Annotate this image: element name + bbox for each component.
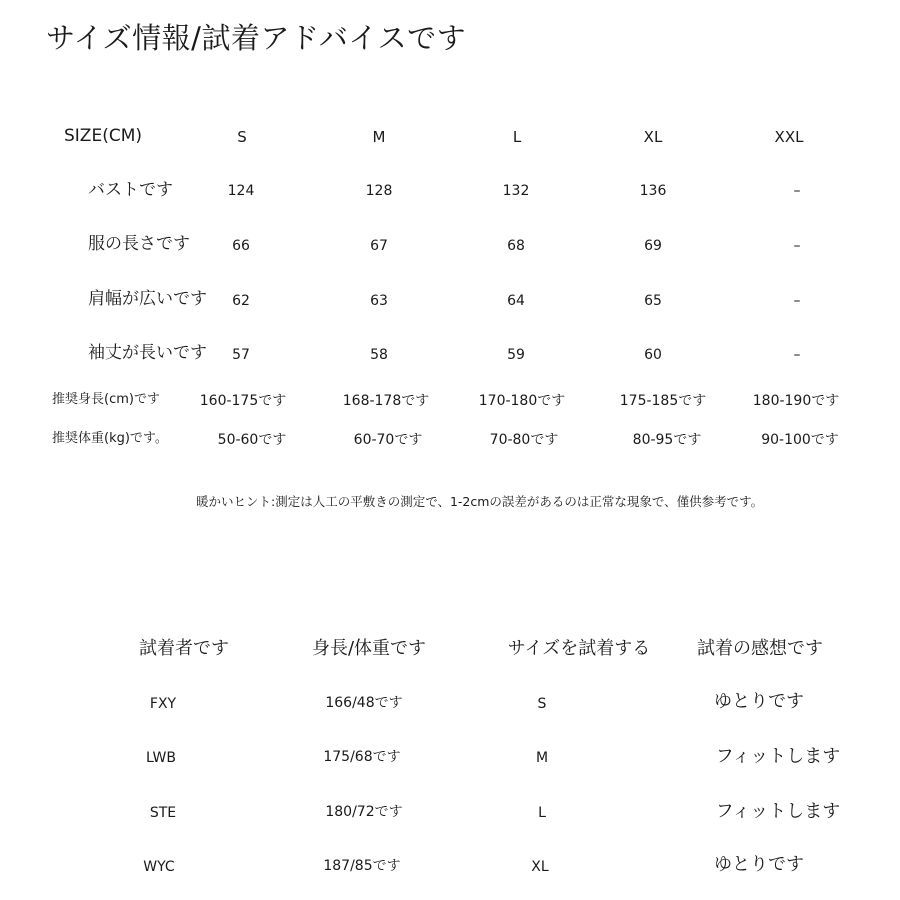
- sleeve-l: 59: [507, 347, 525, 363]
- weight-s: 50-60です: [217, 432, 287, 448]
- tried-size-1: M: [535, 750, 549, 766]
- height-weight-3: 187/85です: [323, 858, 401, 874]
- row-label-length: 服の長さです: [88, 234, 190, 254]
- feel-0: ゆとりです: [714, 691, 804, 712]
- try-header-tester: 試着者です: [139, 638, 229, 659]
- size-corner-label: SIZE(CM): [64, 126, 142, 146]
- length-m: 67: [370, 238, 388, 254]
- height-xl: 175-185です: [619, 393, 707, 409]
- tester-1: LWB: [146, 750, 176, 766]
- bust-m: 128: [365, 183, 393, 199]
- sleeve-xl: 60: [644, 347, 662, 363]
- tried-size-3: XL: [531, 859, 549, 875]
- weight-l: 70-80です: [489, 432, 559, 448]
- length-xl: 69: [644, 238, 662, 254]
- height-s: 160-175です: [199, 393, 287, 409]
- feel-3: ゆとりです: [714, 854, 804, 875]
- weight-m: 60-70です: [353, 432, 423, 448]
- shoulder-xl: 65: [644, 293, 662, 309]
- tester-3: WYC: [143, 859, 175, 875]
- measurement-note: 暖かいヒント:測定は人工の平敷きの測定で、1-2cmの誤差があるのは正常な現象で、僅供参考です。: [196, 494, 764, 509]
- height-l: 170-180です: [478, 393, 566, 409]
- try-header-size: サイズを試着する: [507, 638, 651, 659]
- sleeve-xxl: –: [793, 347, 801, 363]
- feel-2: フィットします: [715, 801, 841, 822]
- bust-xxl: –: [793, 183, 801, 199]
- tried-size-0: S: [537, 696, 547, 712]
- height-weight-2: 180/72です: [325, 804, 403, 820]
- height-weight-0: 166/48です: [325, 695, 403, 711]
- bust-s: 124: [227, 183, 255, 199]
- row-label-weight: 推奨体重(kg)です。: [52, 431, 168, 446]
- height-m: 168-178です: [342, 393, 430, 409]
- try-header-height-weight: 身長/体重です: [311, 638, 427, 659]
- try-header-feel: 試着の感想です: [697, 638, 823, 659]
- row-label-height: 推奨身長(cm)です: [52, 392, 160, 407]
- shoulder-s: 62: [232, 293, 250, 309]
- bust-l: 132: [502, 183, 530, 199]
- page-title: サイズ情報/試着アドバイスです: [46, 21, 467, 55]
- length-l: 68: [507, 238, 525, 254]
- shoulder-xxl: –: [793, 293, 801, 309]
- size-header-xl: XL: [643, 128, 663, 146]
- row-label-bust: バストです: [88, 180, 173, 200]
- height-weight-1: 175/68です: [323, 749, 401, 765]
- sleeve-s: 57: [232, 347, 250, 363]
- weight-xxl: 90-100です: [761, 432, 839, 448]
- weight-xl: 80-95です: [632, 432, 702, 448]
- shoulder-l: 64: [507, 293, 525, 309]
- shoulder-m: 63: [370, 293, 388, 309]
- size-header-l: L: [512, 128, 522, 146]
- size-header-s: S: [237, 128, 247, 146]
- row-label-shoulder: 肩幅が広いです: [88, 289, 207, 309]
- size-header-xxl: XXL: [774, 128, 804, 146]
- length-xxl: –: [793, 238, 801, 254]
- feel-1: フィットします: [715, 746, 841, 767]
- size-header-m: M: [372, 128, 386, 146]
- length-s: 66: [232, 238, 250, 254]
- tester-2: STE: [149, 805, 177, 821]
- height-xxl: 180-190です: [752, 393, 840, 409]
- tried-size-2: L: [538, 805, 546, 821]
- tester-0: FXY: [149, 696, 177, 712]
- sleeve-m: 58: [370, 347, 388, 363]
- row-label-sleeve: 袖丈が長いです: [88, 343, 207, 363]
- bust-xl: 136: [639, 183, 667, 199]
